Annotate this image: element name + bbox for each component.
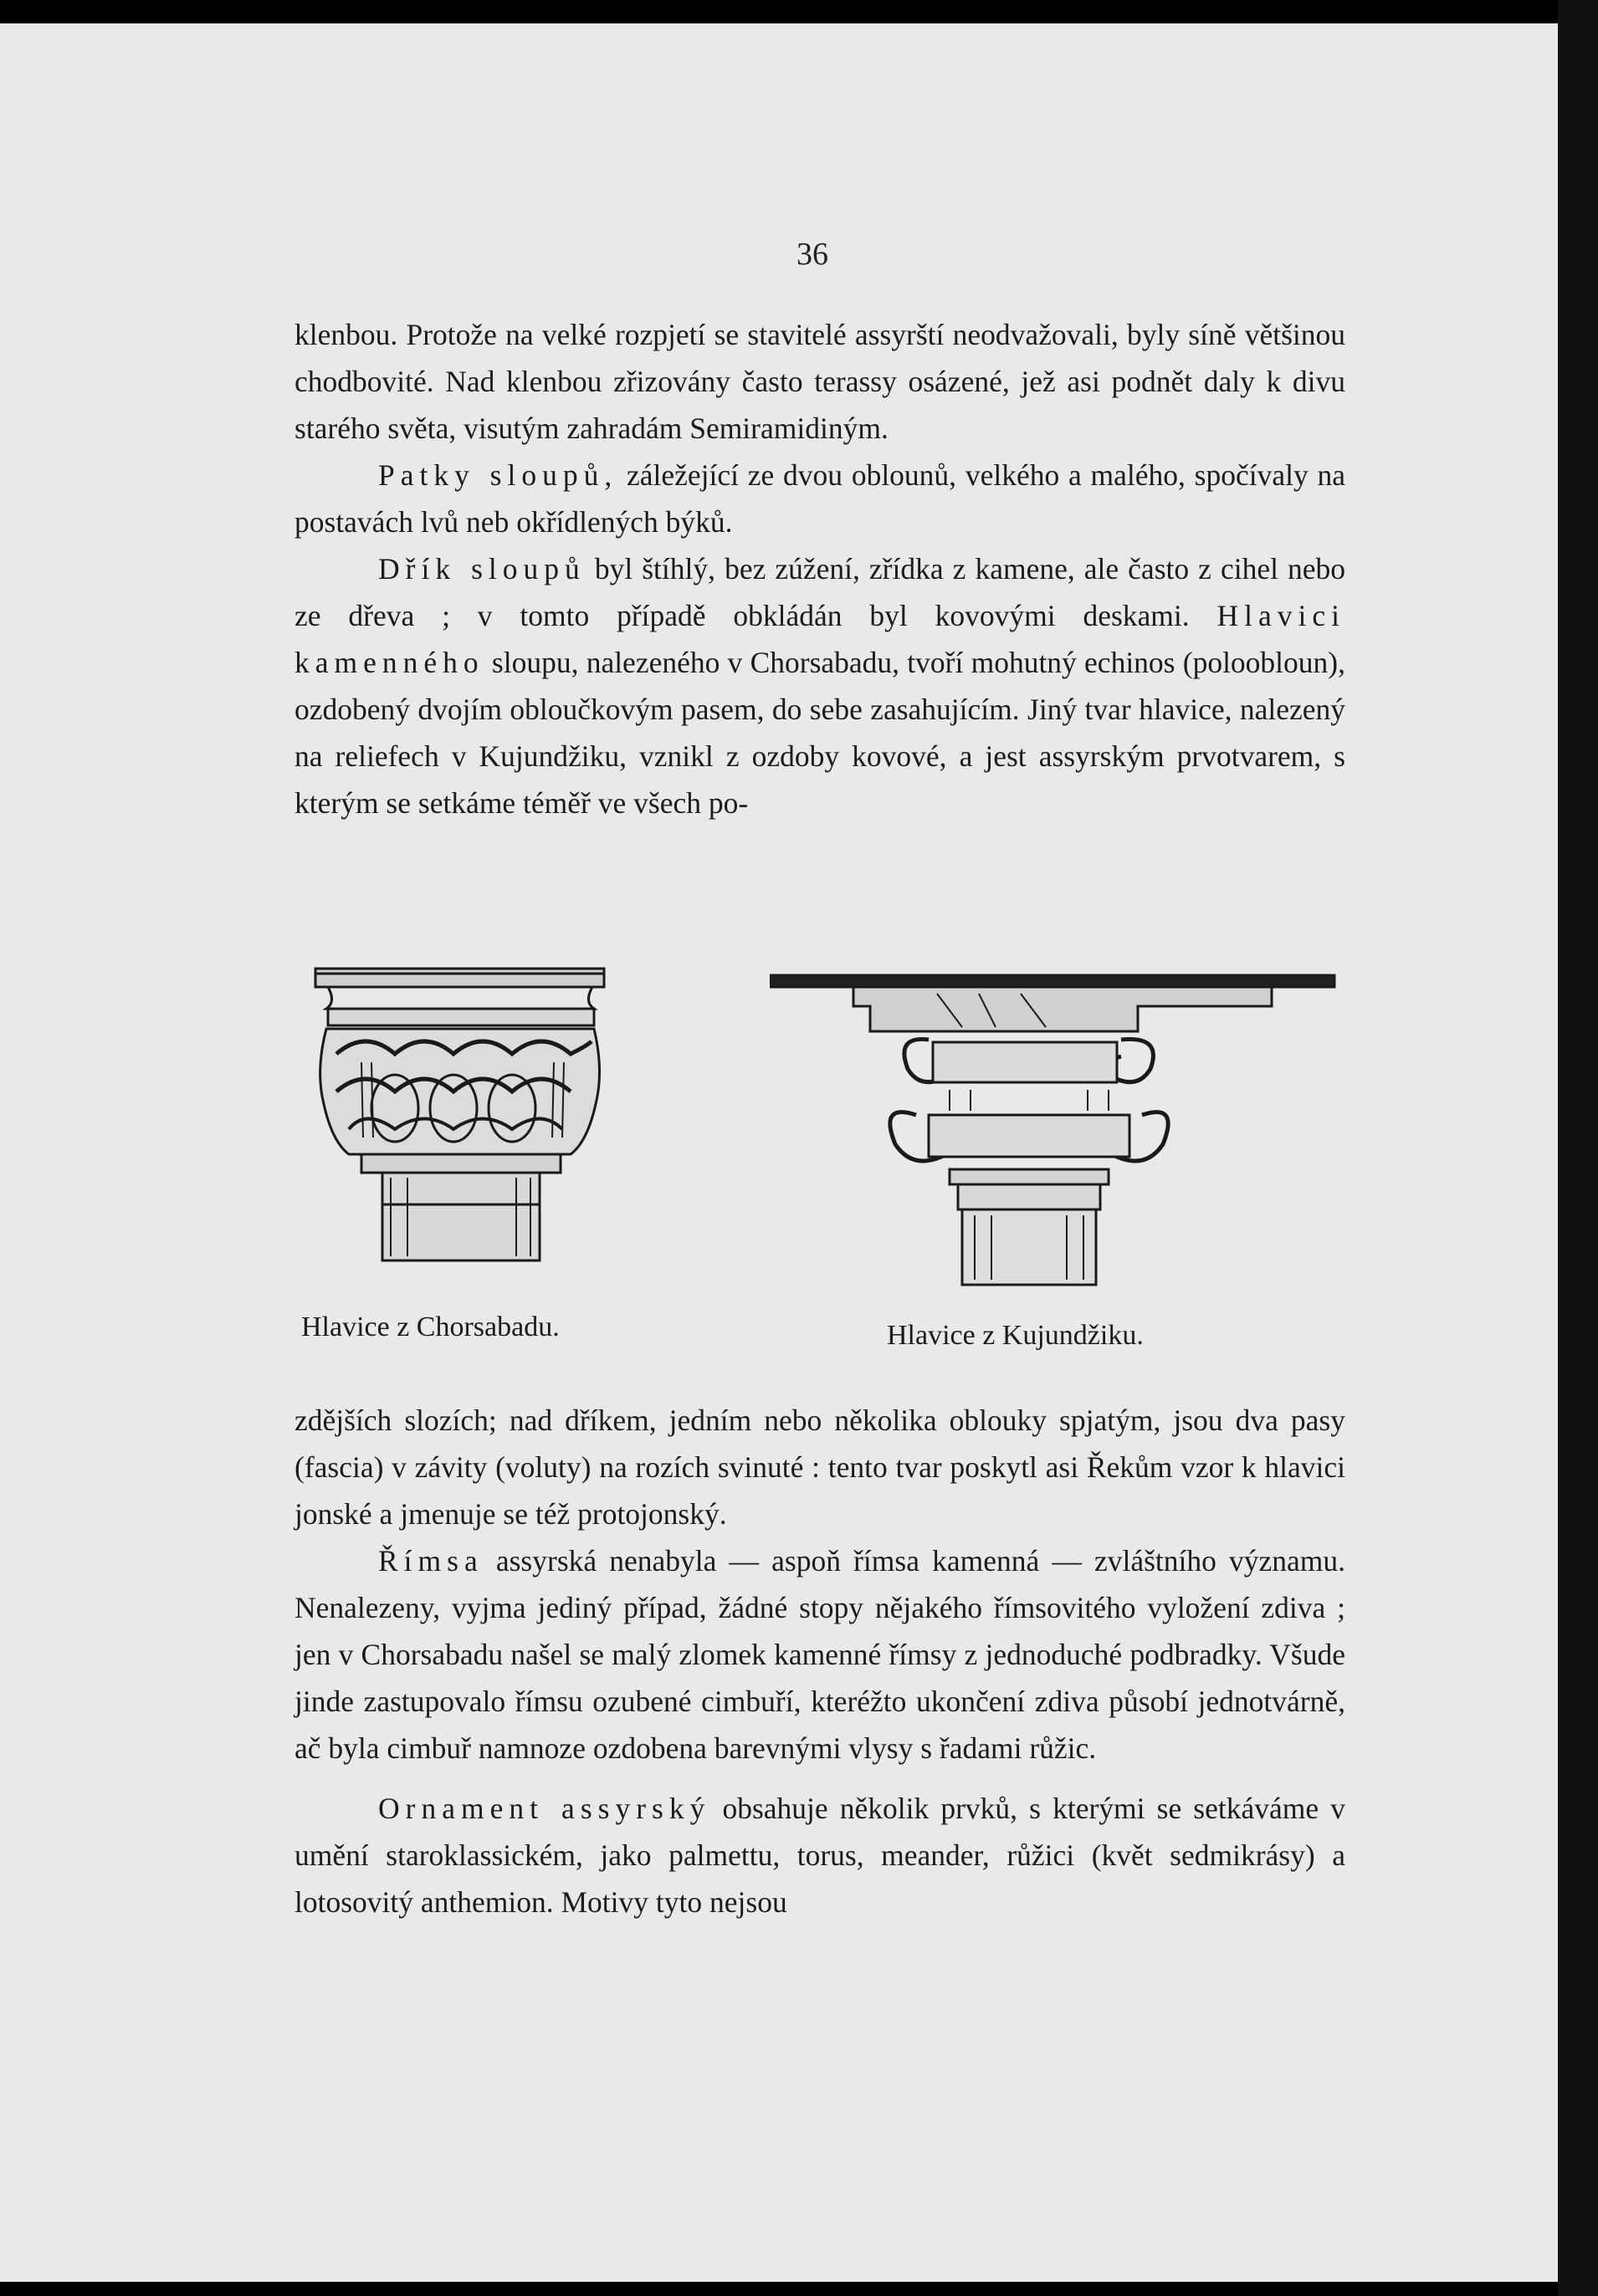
scan-edge	[1558, 0, 1598, 2296]
caption-kujundzik: Hlavice z Kujundžiku.	[887, 1320, 1144, 1351]
term-column-bases: Patky sloupů,	[378, 458, 618, 492]
chorsabad-capital-drawing	[311, 962, 612, 1271]
paragraph-column-bases-text: záležející ze dvou oblounů, velkého a malého, spočívaly na postavách lvů neb okřídlených býků.	[295, 458, 1345, 539]
paragraph-cornice-text: assyrská nenabyla — aspoň římsa kamenná — zvláštního významu. Nenalezeny, vyjma jediný případ, žádné stopy nějakého římsovitého vyložení zdiva ; jen v Chorsabadu našel se malý zlomek kamenné římsy z jednoduché podbradky. Všude jinde zastupovalo římsu ozubené cimbuří, kteréžto ukončení zdiva působí jednotvárně, ač byla cimbuř namnoze ozdobena barevnými vlysy s řadami růžic.	[295, 1544, 1345, 1765]
paragraph-cornice	[295, 1537, 1345, 1772]
page-number: 36	[796, 237, 828, 272]
term-ornament: Ornament assyrský	[378, 1792, 711, 1825]
paragraph-protoionic: zdějších slozích; nad dříkem, jedním nebo několika oblouky spjatým, jsou dva pasy (fascia) v závity (voluty) na rozích svinuté : tento tvar poskytl asi Řekům vzor k hlavici jonské a jmenuje se též protojonský.	[295, 1404, 1345, 1531]
figure-chorsabad-capital	[311, 962, 612, 1271]
paragraph-column-shaft	[295, 545, 1345, 826]
paragraph-ornament-text: obsahuje několik prvků, s kterými se setkáváme v umění staroklassickém, jako palmettu, torus, meander, růžici (květ sedmikrásy) a lotosovitý anthemion. Motivy tyto nejsou	[295, 1792, 1345, 1919]
bottom-text-block	[295, 1397, 1345, 1925]
paragraph-column-shaft-text: byl štíhlý, bez zúžení, zřídka z kamene, ale často z cihel nebo ze dřeva ; v tomto případě obkládán byl kovovými deskami.	[295, 552, 1345, 632]
term-cornice: Římsa	[378, 1544, 484, 1578]
paragraph-column-bases	[295, 452, 1345, 545]
term-column-shaft: Dřík sloupů	[378, 552, 586, 586]
term-stone-capital: Hlavici kamenného	[295, 599, 1345, 679]
top-text-block	[295, 311, 1345, 826]
paragraph-vaults: klenbou. Protože na velké rozpjetí se stavitelé assyrští neodvažovali, byly síně většinou chodbovité. Nad klenbou zřizovány často terassy osázené, jež asi podnět daly k divu starého světa, visutým zahradám Semiramidiným.	[295, 318, 1345, 445]
paragraph-capital-text: sloupu, nalezeného v Chorsabadu, tvoří mohutný echinos (poloobloun), ozdobený dvojím obloučkovým pasem, do sebe zasahujícím. Jiný tvar hlavice, nalezený na reliefech v Kujundžiku, vznikl z ozdoby kovové, a jest assyrským prvotvarem, s kterým se setkáme téměř ve všech po-	[295, 646, 1345, 820]
caption-chorsabad: Hlavice z Chorsabadu.	[301, 1312, 560, 1342]
figure-kujundzik-capital	[770, 969, 1339, 1295]
paragraph-ornament	[295, 1785, 1345, 1925]
kujundzik-capital-drawing	[770, 969, 1339, 1295]
